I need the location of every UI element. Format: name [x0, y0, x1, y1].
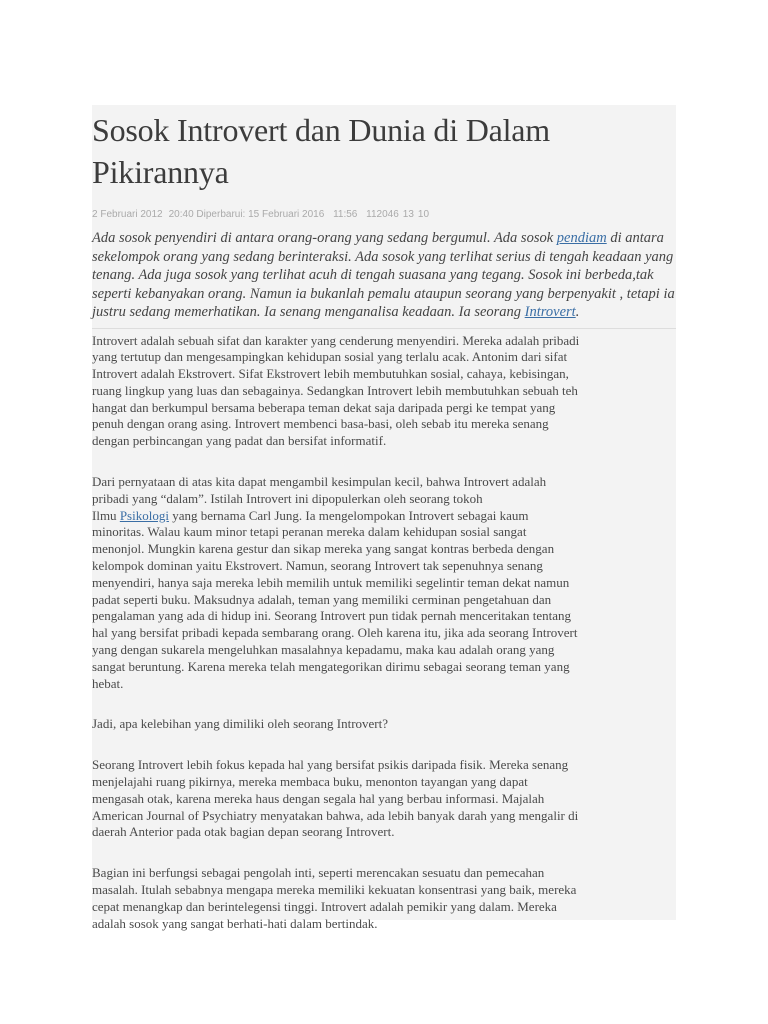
lead-text-2: di antara sekelompok orang yang sedang berinteraksi. Ada sosok yang terlihat serius di tengah keadaan yang tenang. Ada juga sosok yang terlihat acuh di tengah suasana yang tegang. Sosok ini berbeda,tak seperti kebanyakan orang. Namun ia bukanlah pemalu ataupun seorang yang berpenyakit , tetapi ia justru sedang memerhatikan. Ia senang menganalisa keadaan. Ia seorang: [92, 230, 675, 320]
article: [92, 105, 676, 931]
paragraph-4: Seorang Introvert lebih fokus kepada hal yang bersifat psikis daripada fisik. Mereka senang menjelajahi ruang pikirnya, mereka membaca buku, menonton tayangan yang dapat mengasah otak, karena mereka haus dengan segala hal yang berbau informasi. Majalah American Journal of Psychiatry menyatakan bahwa, ada lebih banyak darah yang mengalir di daerah Anterior pada otak bagian depan seorang Introvert.: [92, 757, 579, 840]
published-date: 2 Februari 2012: [92, 209, 163, 220]
title-line-1: Sosok Introvert dan Dunia di Dalam: [92, 112, 550, 148]
updated-date: 15 Februari 2016: [248, 209, 325, 220]
paragraph-1: Introvert adalah sebuah sifat dan karakter yang cenderung menyendiri. Mereka adalah pribadi yang tertutup dan mengesampingkan kehidupan sosial yang terlalu acak. Antonim dari sifat Introvert adalah Ekstrovert. Sifat Ekstrovert lebih membutuhkan sosial, cahaya, kebisingan, ruang lingkup yang luas dan sebagainya. Sedangkan Introvert lebih membutuhkan sebuah teh hangat dan berkumpul bersama beberapa teman dekat saja daripada pergi ke tempat yang penuh dengan orang asing. Introvert membenci basa-basi, oleh sebab itu mereka senang dengan perbincangan yang padat dan bersifat informatif.: [92, 332, 580, 449]
article-title: [92, 109, 676, 193]
title-line-2: Pikirannya: [92, 154, 229, 190]
view-count: 112046: [366, 209, 399, 220]
updated-label: Diperbarui:: [196, 209, 246, 220]
count-a: 13: [402, 209, 414, 220]
paragraph-2-text-2: yang bernama Carl Jung. Ia mengelompokan Introvert sebagai kaum minoritas. Walau kaum minor tetapi peranan mereka dalam kehidupan sosial sangat menonjol. Mungkin karena gestur dan sikap mereka yang sangat kontras berbeda dengan kelompok dominan yaitu Ekstrovert. Namun, seorang Introvert tak sepenuhnya senang menyendiri, hanya saja mereka lebih memilih untuk memiliki segelintir teman dekat namun padat seperti buku. Maksudnya adalah, teman yang memiliki cerminan pengetahuan dan pengalaman yang ada di hidup ini. Seorang Introvert pun tidak pernah menceritakan tentang hal yang bersifat pribadi kepada sembarang orang. Oleh karena itu, jika ada seorang Introvert yang dengan sukarela mengeluhkan masalahnya kepadamu, maka kau adalah orang yang sangat beruntung. Karena mereka telah mengategorikan dirimu sebagai seorang teman yang hebat.: [92, 507, 578, 691]
paragraph-2-text-1: Dari pernyataan di atas kita dapat mengambil kesimpulan kecil, bahwa Introvert adalah pribadi yang “dalam”. Istilah Introvert ini dipopulerkan oleh seorang tokoh Ilmu: [92, 474, 547, 523]
lead-text-3: .: [575, 304, 580, 320]
lead-text-1: Ada sosok penyendiri di antara orang-orang yang sedang bergumul. Ada sosok: [92, 230, 557, 246]
lead-paragraph: [92, 229, 676, 329]
paragraph-2: [92, 474, 676, 692]
updated-time: 11:56: [333, 209, 358, 220]
article-meta: [92, 209, 676, 221]
link-psikologi[interactable]: Psikologi: [119, 507, 169, 523]
paragraph-3: Jadi, apa kelebihan yang dimiliki oleh seorang Introvert?: [92, 716, 389, 732]
count-b: 10: [417, 209, 430, 220]
link-introvert[interactable]: Introvert: [524, 304, 576, 320]
paragraph-5: Bagian ini berfungsi sebagai pengolah inti, seperti merencakan sesuatu dan pemecahan masalah. Itulah sebabnya mengapa mereka memiliki kekuatan konsentrasi yang baik, mereka cepat menangkap dan berintelegensi tinggi. Introvert adalah pemikir yang dalam. Mereka adalah sosok yang sangat berhati-hati dalam bertindak.: [92, 865, 577, 931]
published-time: 20:40: [168, 209, 194, 220]
link-pendiam[interactable]: pendiam: [556, 230, 607, 246]
